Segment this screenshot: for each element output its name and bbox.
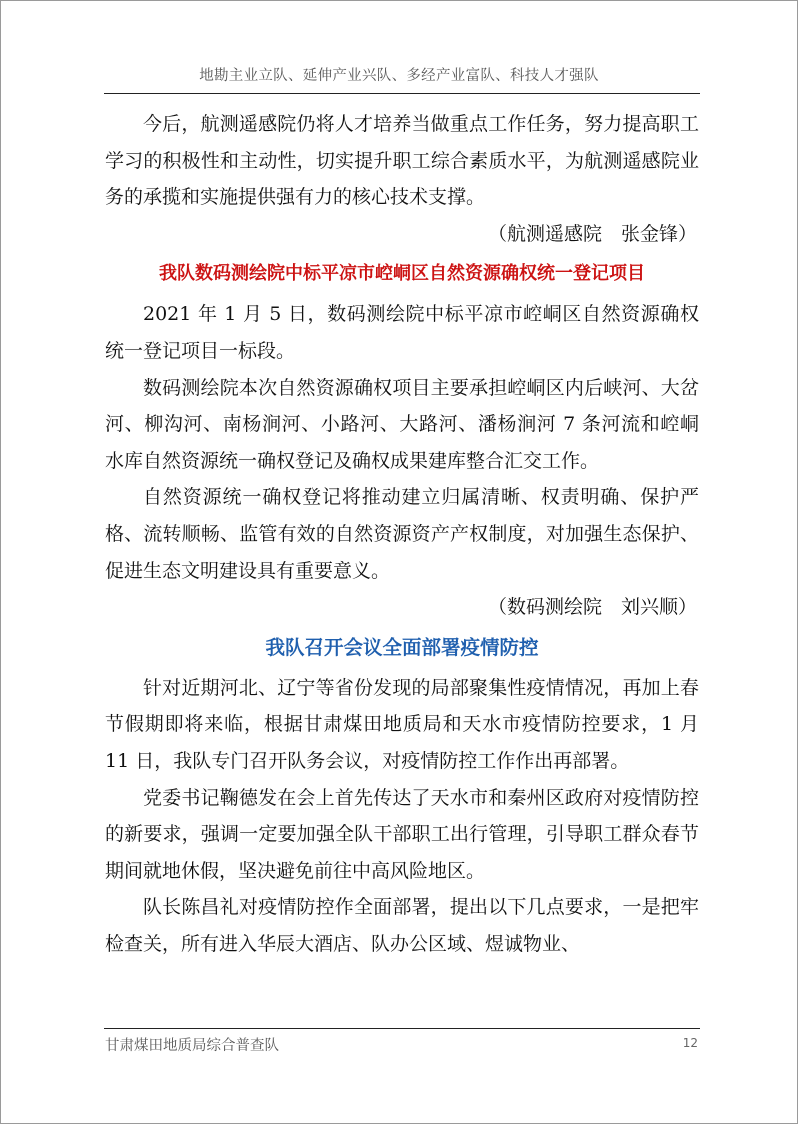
footer-divider [104,1028,700,1029]
page-number: 12 [682,1036,698,1050]
article2-paragraph-3: 自然资源统一确权登记将推动建立归属清晰、权责明确、保护严格、流转顺畅、监管有效的自然资源资产产权制度，对加强生态保护、促进生态文明建设具有重要意义。 [105,486,699,582]
article-epidemic-prevention [105,626,699,963]
article3-paragraph-3: 队长陈昌礼对疫情防控作全面部署，提出以下几点要求，一是把牢检查关，所有进入华辰大酒店、队办公区域、煜诚物业、 [105,896,699,955]
article2-paragraph-2: 数码测绘院本次自然资源确权项目主要承担崆峒区内后峡河、大岔河、柳沟河、南杨涧河、小路河、大路河、潘杨涧河 7 条河流和崆峒水库自然资源统一确权登记及确权成果建库整合汇交工作。 [105,376,699,472]
article1-signature: （航测遥感院 张金锋） [487,222,697,245]
article2-signature: （数码测绘院 刘兴顺） [487,596,697,619]
header-divider [104,93,700,94]
running-header: 地勘主业立队、延伸产业兴队、多经产业富队、科技人才强队 [199,68,599,84]
article2-paragraph-1: 2021 年 1 月 5 日，数码测绘院中标平凉市崆峒区自然资源确权统一登记项目一标段。 [105,303,699,362]
article3-paragraph-2: 党委书记鞠德发在会上首先传达了天水市和秦州区政府对疫情防控的新要求，强调一定要加强全队干部职工出行管理，引导职工群众春节期间就地休假，坚决避免前往中高风险地区。 [105,786,699,882]
footer-organization: 甘肃煤田地质局综合普查队 [105,1038,279,1054]
article-bid-win [105,252,699,625]
article3-paragraph-1: 针对近期河北、辽宁等省份发现的局部聚集性疫情情况，再加上春节假期即将来临，根据甘肃煤田地质局和天水市疫情防控要求，1 月 11 日，我队专门召开队务会议，对疫情防控工作作出再部署。 [105,676,699,772]
page-body [105,106,699,962]
article2-title: 我队数码测绘院中标平凉市崆峒区自然资源确权统一登记项目 [159,263,645,285]
article3-title: 我队召开会议全面部署疫情防控 [265,635,539,659]
article1-paragraph: 今后，航测遥感院仍将人才培养当做重点工作任务，努力提高职工学习的积极性和主动性，切实提升职工综合素质水平，为航测遥感院业务的承揽和实施提供强有力的核心技术支撑。 [105,113,699,209]
article-talent-training [105,106,699,252]
